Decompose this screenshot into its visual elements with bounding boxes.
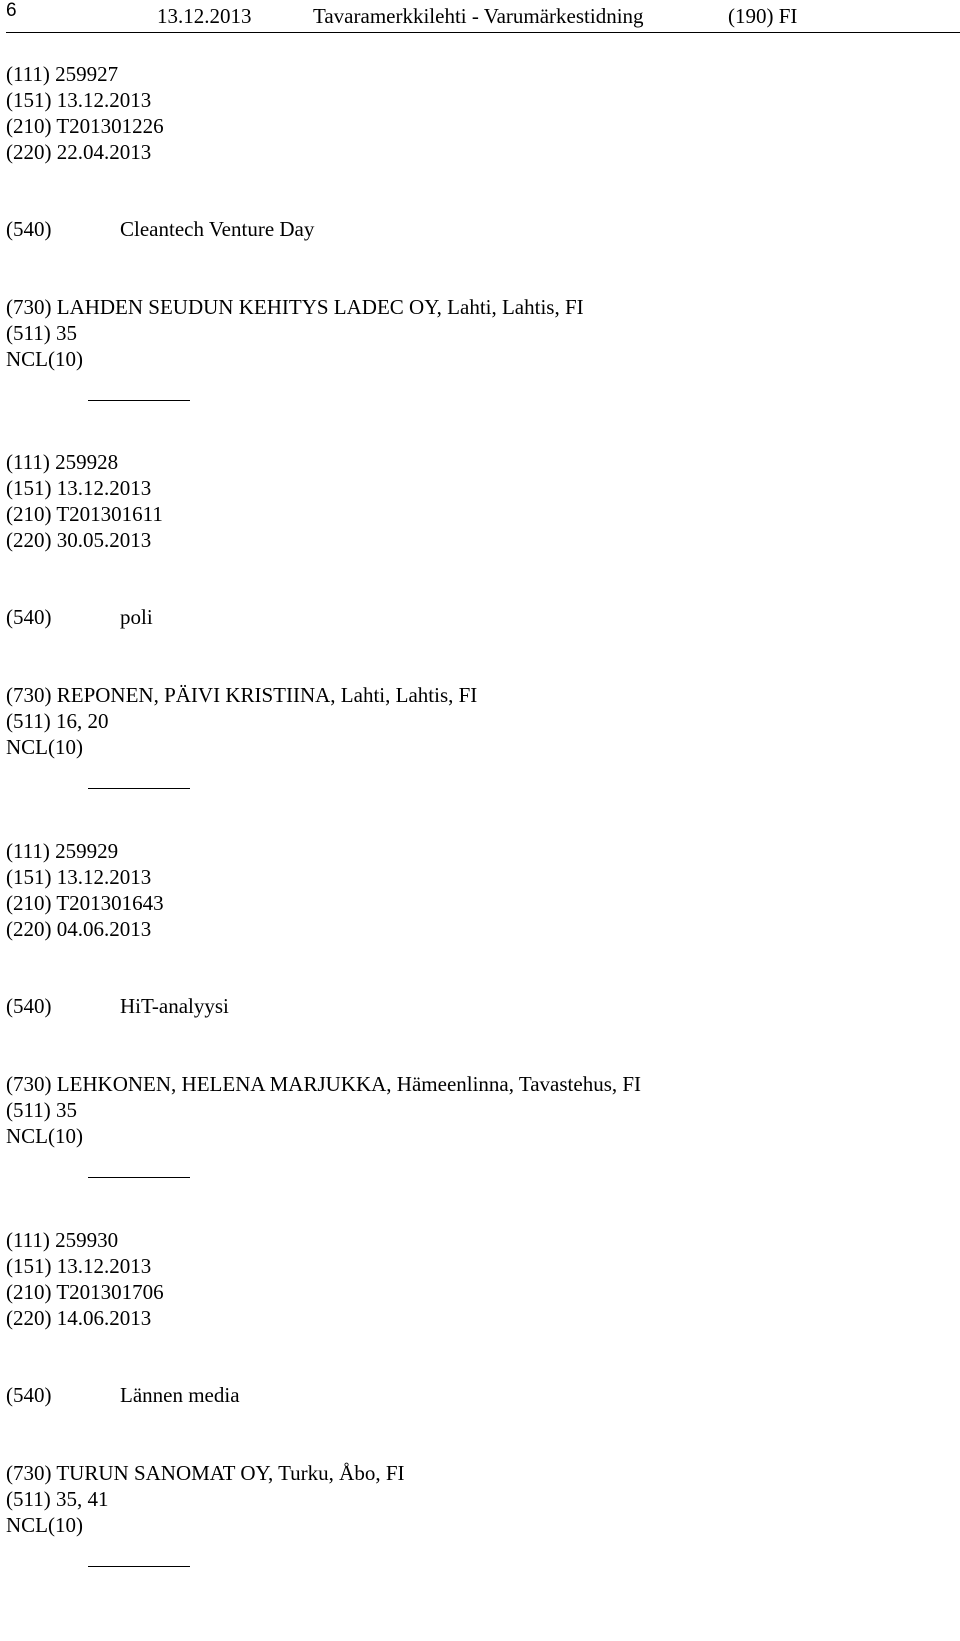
trademark-entry: [6, 838, 946, 1248]
registration-number: (111) 259928: [6, 450, 119, 474]
entry-separator: [88, 1566, 190, 1567]
mark-label: (540): [6, 994, 52, 1018]
classes: (511) 35: [6, 1098, 77, 1122]
mark-text: HiT-analyysi: [120, 994, 229, 1018]
registration-number: (111) 259930: [6, 1228, 119, 1252]
owner: (730) LEHKONEN, HELENA MARJUKKA, Hämeenlinna, Tavastehus, FI: [6, 1072, 642, 1096]
page-header: [0, 0, 960, 40]
trademark-entry: [6, 1227, 946, 1637]
ncl-edition: NCL(10): [6, 1513, 83, 1537]
entry-separator: [88, 400, 190, 401]
header-rule: [6, 32, 960, 33]
filing-date: (220) 30.05.2013: [6, 528, 152, 552]
entry-separator: [88, 788, 190, 789]
registration-date: (151) 13.12.2013: [6, 88, 152, 112]
application-number: (210) T201301706: [6, 1280, 164, 1304]
classes: (511) 35: [6, 321, 77, 345]
registration-date: (151) 13.12.2013: [6, 1254, 152, 1278]
application-number: (210) T201301643: [6, 891, 164, 915]
registration-date: (151) 13.12.2013: [6, 476, 152, 500]
mark-text: Lännen media: [120, 1383, 240, 1407]
mark-text: Cleantech Venture Day: [120, 217, 315, 241]
owner: (730) TURUN SANOMAT OY, Turku, Åbo, FI: [6, 1461, 405, 1485]
application-number: (210) T201301226: [6, 114, 164, 138]
filing-date: (220) 14.06.2013: [6, 1306, 152, 1330]
application-number: (210) T201301611: [6, 502, 163, 526]
classes: (511) 35, 41: [6, 1487, 109, 1511]
owner: (730) REPONEN, PÄIVI KRISTIINA, Lahti, Lahtis, FI: [6, 683, 478, 707]
publication-date: 13.12.2013: [157, 4, 252, 28]
registration-number: (111) 259927: [6, 62, 119, 86]
trademark-entry: [6, 449, 946, 859]
filing-date: (220) 22.04.2013: [6, 140, 152, 164]
publication-title: Tavaramerkkilehti - Varumärkestidning: [313, 4, 644, 28]
country-code: (190) FI: [728, 4, 798, 28]
registration-date: (151) 13.12.2013: [6, 865, 152, 889]
trademark-entry: [6, 61, 946, 471]
mark-label: (540): [6, 217, 52, 241]
ncl-edition: NCL(10): [6, 1124, 83, 1148]
page-number: 6: [6, 0, 17, 21]
ncl-edition: NCL(10): [6, 735, 83, 759]
classes: (511) 16, 20: [6, 709, 109, 733]
filing-date: (220) 04.06.2013: [6, 917, 152, 941]
ncl-edition: NCL(10): [6, 347, 83, 371]
mark-text: poli: [120, 605, 153, 629]
mark-label: (540): [6, 605, 52, 629]
owner: (730) LAHDEN SEUDUN KEHITYS LADEC OY, Lahti, Lahtis, FI: [6, 295, 584, 319]
registration-number: (111) 259929: [6, 839, 119, 863]
entry-separator: [88, 1177, 190, 1178]
mark-label: (540): [6, 1383, 52, 1407]
